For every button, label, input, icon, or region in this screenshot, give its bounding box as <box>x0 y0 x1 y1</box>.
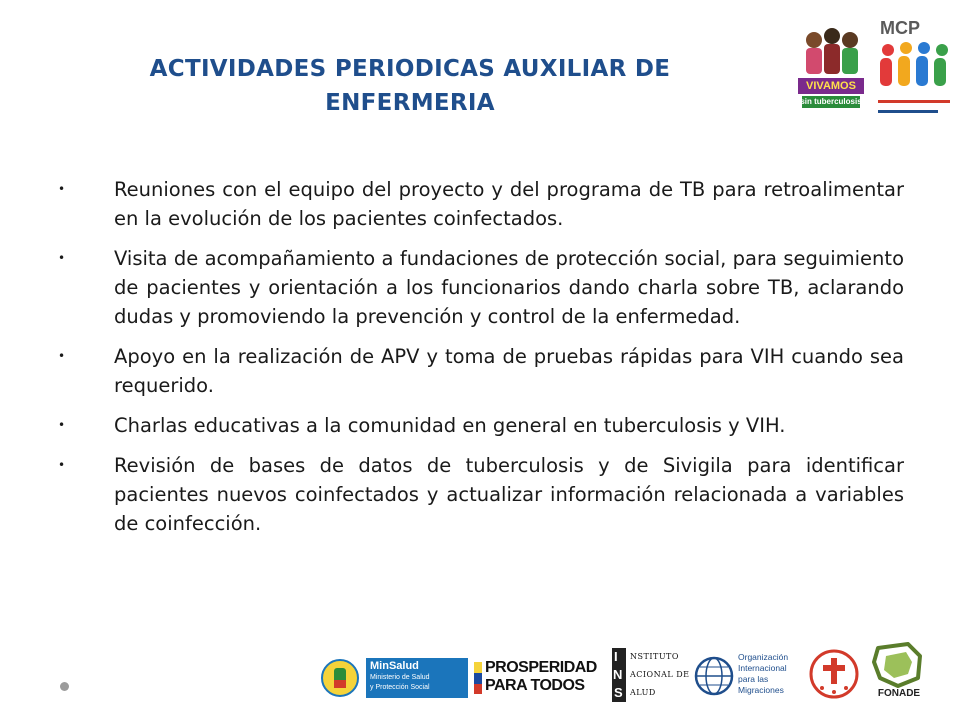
activities-bullet-list <box>58 175 904 549</box>
minsalud-logo <box>320 658 468 698</box>
instituto-nacional-de-salud-logo: I N S NSTITUTO ACIONAL DE ALUD <box>613 649 690 700</box>
mcp-label: MCP <box>880 18 920 38</box>
footer-logo-bar <box>312 640 954 706</box>
list-item <box>58 175 904 233</box>
slide-title: ACTIVIDADES PERIODICAS AUXILIAR DE ENFERMERIA <box>149 56 671 116</box>
bullet-text: Reuniones con el equipo del proyecto y del programa de TB para retroalimentar en la evolución de los pacientes coinfectados. <box>114 178 904 230</box>
oim-line-2: Internacional <box>738 663 787 673</box>
red-cross-circle-logo <box>808 648 860 700</box>
bullet-text: Charlas educativas a la comunidad en general en tuberculosis y VIH. <box>114 414 786 437</box>
prosperidad-label: PROSPERIDAD <box>485 659 597 676</box>
minsalud-label: MinSalud <box>370 660 419 672</box>
oim-line-4: Migraciones <box>738 685 784 695</box>
minsalud-subtitle-1: Ministerio de Salud <box>370 674 430 681</box>
ins-line-2: ACIONAL DE <box>630 670 690 679</box>
bullet-icon: • <box>58 418 66 432</box>
oim-line-3: para las <box>738 674 769 684</box>
bullet-text: Apoyo en la realización de APV y toma de pruebas rápidas para VIH cuando sea requerido. <box>114 345 904 397</box>
ins-line-3: ALUD <box>630 688 656 697</box>
slide-marker-dot <box>60 682 69 691</box>
bullet-text: Revisión de bases de datos de tuberculosis y de Sivigila para identificar pacientes nuevos coinfectados y actualizar información relacionada a variables de coinfección. <box>114 454 904 535</box>
list-item <box>58 342 904 400</box>
bullet-text: Visita de acompañamiento a fundaciones de protección social, para seguimiento de pacientes y orientación a los funcionarios dando charla sobre TB, aclarando dudas y promoviendo la prevención y control de la enfermedad. <box>114 247 904 328</box>
bullet-icon: • <box>58 458 66 472</box>
mcp-colombia-logo <box>874 18 954 123</box>
oim-line-1: Organización <box>738 652 789 662</box>
bullet-icon: • <box>58 251 66 265</box>
para-todos-label: PARA TODOS <box>485 677 585 694</box>
list-item <box>58 411 904 440</box>
sin-tuberculosis-label: sin tuberculosis <box>800 97 862 106</box>
oim-logo <box>694 652 800 700</box>
bullet-icon: • <box>58 182 66 196</box>
vivamos-sin-tuberculosis-logo <box>796 18 866 118</box>
prosperidad-para-todos-logo <box>474 658 602 698</box>
ins-line-1: NSTITUTO <box>630 652 679 661</box>
fonade-label: FONADE <box>877 688 921 699</box>
minsalud-subtitle-2: y Protección Social <box>370 684 430 691</box>
list-item <box>58 244 904 331</box>
bullet-icon: • <box>58 349 66 363</box>
list-item <box>58 451 904 538</box>
fonade-logo <box>868 642 930 704</box>
vivamos-label: VIVAMOS <box>806 80 856 92</box>
